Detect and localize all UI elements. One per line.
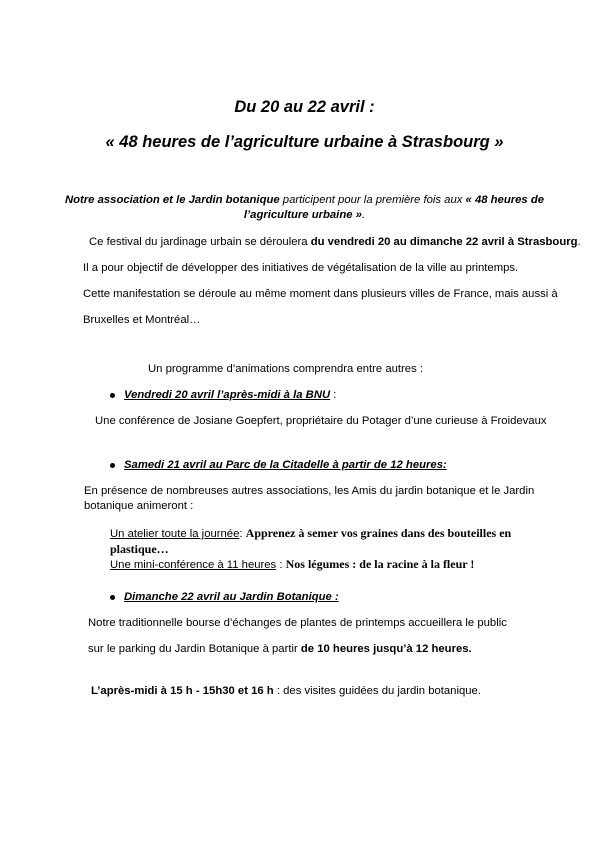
- intro-period: .: [361, 209, 366, 221]
- sunday-line-1: Notre traditionnelle bourse d’échanges de plantes de printemps accueillera le public: [88, 617, 507, 629]
- title-dates: Du 20 au 22 avril :: [234, 98, 375, 116]
- saturday-line-2: botanique animeront :: [84, 500, 194, 512]
- simultaneous-line-2: Bruxelles et Montréal…: [83, 314, 201, 326]
- festival-line: [89, 235, 581, 249]
- afternoon-times: L’après-midi à 15 h - 15h30 et 16 h: [91, 685, 274, 697]
- intro-event-name: « 48 heures de: [465, 194, 545, 206]
- simultaneous-line-1: Cette manifestation se déroule au même moment dans plusieurs villes de France, mais aussi à: [83, 288, 558, 300]
- conference-line: [110, 557, 474, 572]
- sunday-hours: de 10 heures jusqu’à 12 heures.: [300, 643, 472, 655]
- bullet-icon: [110, 595, 115, 600]
- intro-line-1: [0, 193, 609, 207]
- conference-title: Nos légumes : de la racine à la fleur !: [285, 557, 475, 571]
- intro-organizers: Notre association et le Jardin botanique: [64, 194, 280, 206]
- festival-text: Ce festival du jardinage urbain se déroulera: [89, 236, 311, 248]
- afternoon-line: [91, 684, 481, 698]
- workshop-label: Un atelier toute la journée: [110, 528, 240, 540]
- sunday-line-2: [88, 642, 472, 656]
- friday-heading: [124, 388, 336, 402]
- program-intro: Un programme d’animations comprendra entre autres :: [148, 363, 424, 375]
- saturday-line-1: En présence de nombreuses autres associations, les Amis du jardin botanique et le Jardin: [84, 485, 535, 497]
- workshop-sep: :: [239, 528, 246, 540]
- saturday-heading: Samedi 21 avril au Parc de la Citadelle à partir de 12 heures:: [124, 459, 447, 471]
- workshop-line-1: [110, 526, 511, 541]
- conference-sep: :: [276, 559, 286, 571]
- intro-line-2: [0, 208, 609, 222]
- festival-end: .: [577, 236, 581, 248]
- intro-participation: participent pour la première fois aux: [279, 194, 466, 206]
- afternoon-text: : des visites guidées du jardin botanique.: [273, 685, 481, 697]
- friday-heading-colon: :: [330, 389, 337, 401]
- workshop-title: Apprenez à semer vos graines dans des bouteilles en: [245, 526, 512, 540]
- intro-event-name-end: l’agriculture urbaine »: [243, 209, 362, 221]
- friday-heading-text: Vendredi 20 avril l’après-midi à la BNU: [124, 389, 331, 401]
- festival-dates: du vendredi 20 au dimanche 22 avril à Strasbourg: [310, 236, 578, 248]
- title-event: « 48 heures de l’agriculture urbaine à Strasbourg »: [105, 133, 504, 151]
- objective-line: Il a pour objectif de développer des initiatives de végétalisation de la ville au printemps.: [83, 262, 519, 274]
- sunday-heading: Dimanche 22 avril au Jardin Botanique :: [124, 591, 339, 603]
- sunday-location: sur le parking du Jardin Botanique à partir: [88, 643, 301, 655]
- bullet-icon: [110, 463, 115, 468]
- conference-label: Une mini-conférence à 11 heures: [110, 559, 277, 571]
- friday-text: Une conférence de Josiane Goepfert, propriétaire du Potager d’une curieuse à Froidevaux: [95, 415, 547, 427]
- bullet-icon: [110, 393, 115, 398]
- workshop-line-2: plastique…: [110, 542, 169, 556]
